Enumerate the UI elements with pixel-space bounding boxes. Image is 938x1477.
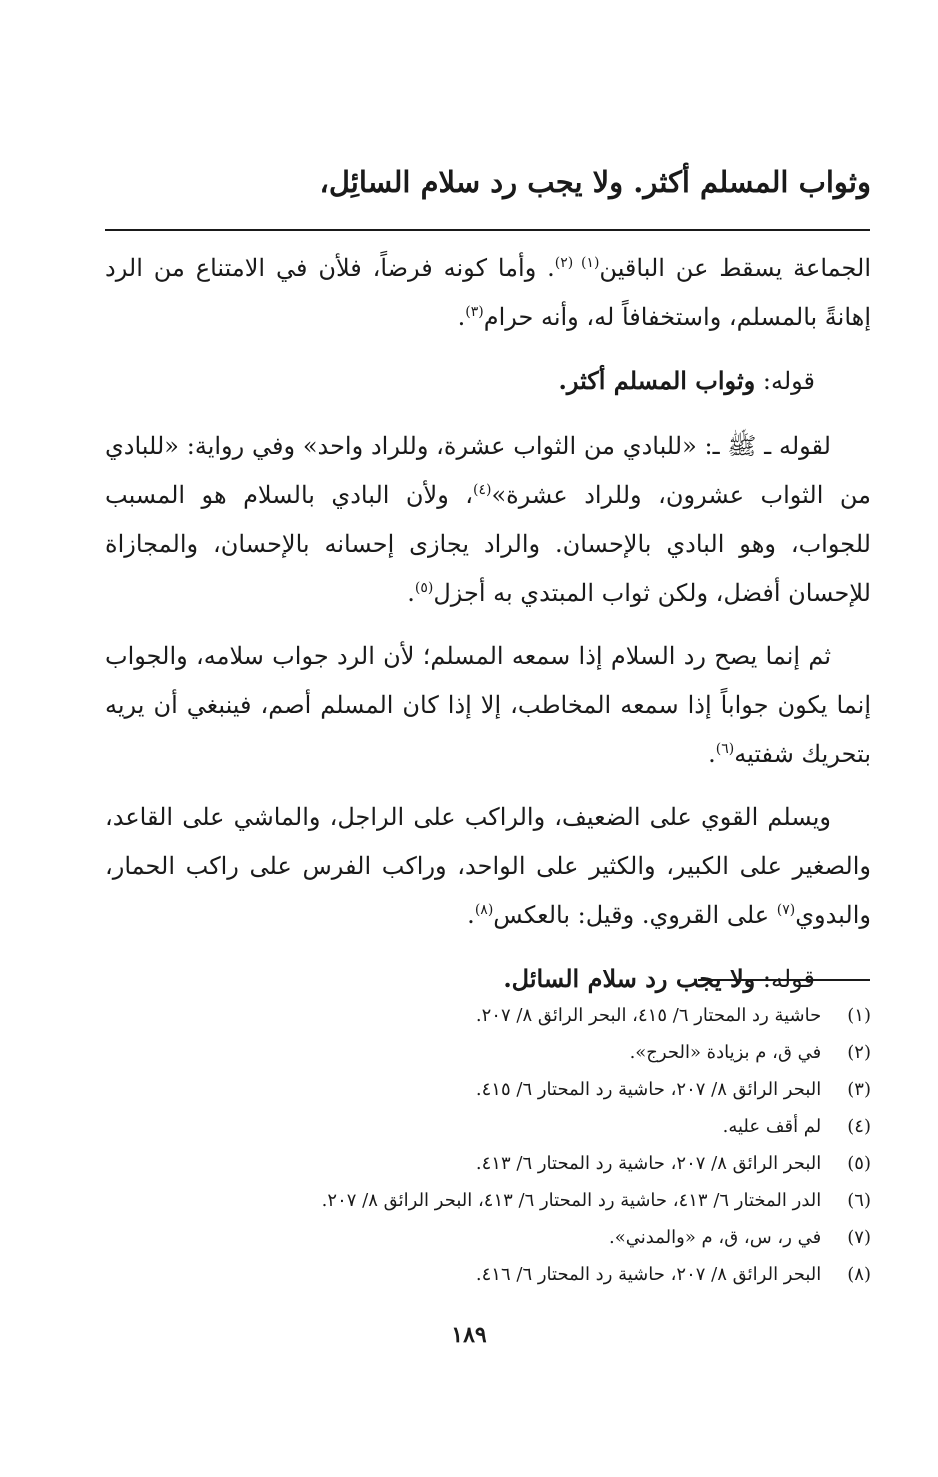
- paragraph-4-text-c: .: [467, 901, 475, 929]
- footnote-ref-8: (٨): [474, 902, 494, 918]
- qawl-lead-2: قوله:: [755, 965, 815, 993]
- qawl-quote-2: ولا يجب رد سلام السائل.: [503, 964, 756, 993]
- footnote-item: [211, 1219, 871, 1256]
- footnote-number: (٢): [847, 1042, 871, 1063]
- footnote-divider: [698, 979, 870, 981]
- footnote-text: حاشية رد المحتار ٦/ ٤١٥، البحر الرائق ٨/ ٢٠٧.: [475, 1005, 822, 1026]
- paragraph-3-text-a: ثم إنما يصح رد السلام إذا سمعه المسلم؛ لأن الرد جواب سلامه، والجواب إنما يكون جواباً إذا سمعه المخاطب، إلا إذا كان المسلم أصم، فينبغي أن يريه بتحريك شفتيه: [105, 642, 871, 768]
- footnote-item: [211, 1071, 871, 1108]
- footnote-item: [211, 1145, 871, 1182]
- footnote-number: (٥): [847, 1153, 871, 1174]
- footnote-number: (٣): [847, 1079, 871, 1100]
- footnote-ref-5: (٥): [414, 580, 434, 596]
- footnote-item: [211, 1034, 871, 1071]
- main-text: [105, 244, 871, 1020]
- paragraph-3: [105, 632, 871, 779]
- paragraph-2-text-a: لقوله ـ ﷺ ـ: «للبادي من الثواب عشرة، وللراد واحد» وفي رواية: «للبادي من الثواب عشرون، وللراد عشرة»: [105, 432, 871, 509]
- footnote-number: (٤): [847, 1116, 871, 1137]
- header-divider: [105, 229, 870, 231]
- footnote-ref-1-2: (١) (٢): [554, 255, 600, 271]
- footnote-text: الدر المختار ٦/ ٤١٣، حاشية رد المحتار ٦/ ٤١٣، البحر الرائق ٨/ ٢٠٧.: [321, 1190, 822, 1211]
- footnote-number: (٧): [847, 1227, 871, 1248]
- paragraph-2: [105, 422, 871, 618]
- paragraph-1-text-c: .: [457, 303, 466, 331]
- paragraph-4-text-b: على القروي. وقيل: بالعكس: [493, 901, 777, 929]
- paragraph-4: [105, 793, 871, 940]
- paragraph-2-text-b: ، ولأن البادي بالسلام هو المسبب للجواب، وهو البادي بالإحسان. والراد يجازى إحسانه بالإحسان، والمجازاة للإحسان أفضل، ولكن ثواب المبتدي به أجزل: [105, 481, 871, 607]
- footnote-ref-7: (٧): [776, 902, 796, 918]
- footnote-text: لم أقف عليه.: [722, 1116, 822, 1137]
- footnote-ref-3: (٣): [465, 304, 484, 320]
- qawl-quote-1: وثواب المسلم أكثر.: [558, 366, 756, 395]
- paragraph-3-text-b: .: [708, 740, 716, 768]
- paragraph-1: [105, 244, 871, 342]
- footnote-text: في ق، م بزيادة «الحرج».: [629, 1042, 822, 1063]
- footnote-ref-4: (٤): [473, 482, 492, 498]
- qawl-lead-1: قوله:: [755, 367, 815, 395]
- qawl-heading-1: [105, 356, 871, 406]
- footnote-text: البحر الرائق ٨/ ٢٠٧، حاشية رد المحتار ٦/ ٤١٣.: [475, 1153, 822, 1174]
- footnotes: [211, 997, 871, 1293]
- paragraph-1-text-a: الجماعة يسقط عن الباقين: [599, 254, 871, 282]
- page-number: ١٨٩: [451, 1322, 487, 1348]
- paragraph-4-text-a: ويسلم القوي على الضعيف، والراكب على الراجل، والماشي على القاعد، والصغير على الكبير، والكثير على الواحد، وراكب الفرس على راكب الحمار، والبدوي: [105, 803, 871, 929]
- footnote-text: في ر، س، ق، م «والمدني».: [609, 1227, 822, 1248]
- footnote-text: البحر الرائق ٨/ ٢٠٧، حاشية رد المحتار ٦/ ٤١٥.: [475, 1079, 822, 1100]
- footnote-item: [211, 997, 871, 1034]
- footnote-ref-6: (٦): [715, 741, 735, 757]
- paragraph-1-text-b: . وأما كونه فرضاً، فلأن في الامتناع من الرد إهانةً بالمسلم، واستخفافاً له، وأنه حرام: [105, 254, 871, 331]
- footnote-item: [211, 1256, 871, 1293]
- running-header: وثواب المسلم أكثر. ولا يجب رد سلام السائِل،: [319, 165, 871, 199]
- footnote-number: (٦): [847, 1190, 871, 1211]
- footnote-text: البحر الرائق ٨/ ٢٠٧، حاشية رد المحتار ٦/ ٤١٦.: [475, 1264, 822, 1285]
- footnote-item: [211, 1182, 871, 1219]
- footnote-number: (٨): [847, 1264, 871, 1285]
- footnote-item: [211, 1108, 871, 1145]
- footnote-number: (١): [847, 1005, 871, 1026]
- paragraph-2-text-c: .: [407, 579, 415, 607]
